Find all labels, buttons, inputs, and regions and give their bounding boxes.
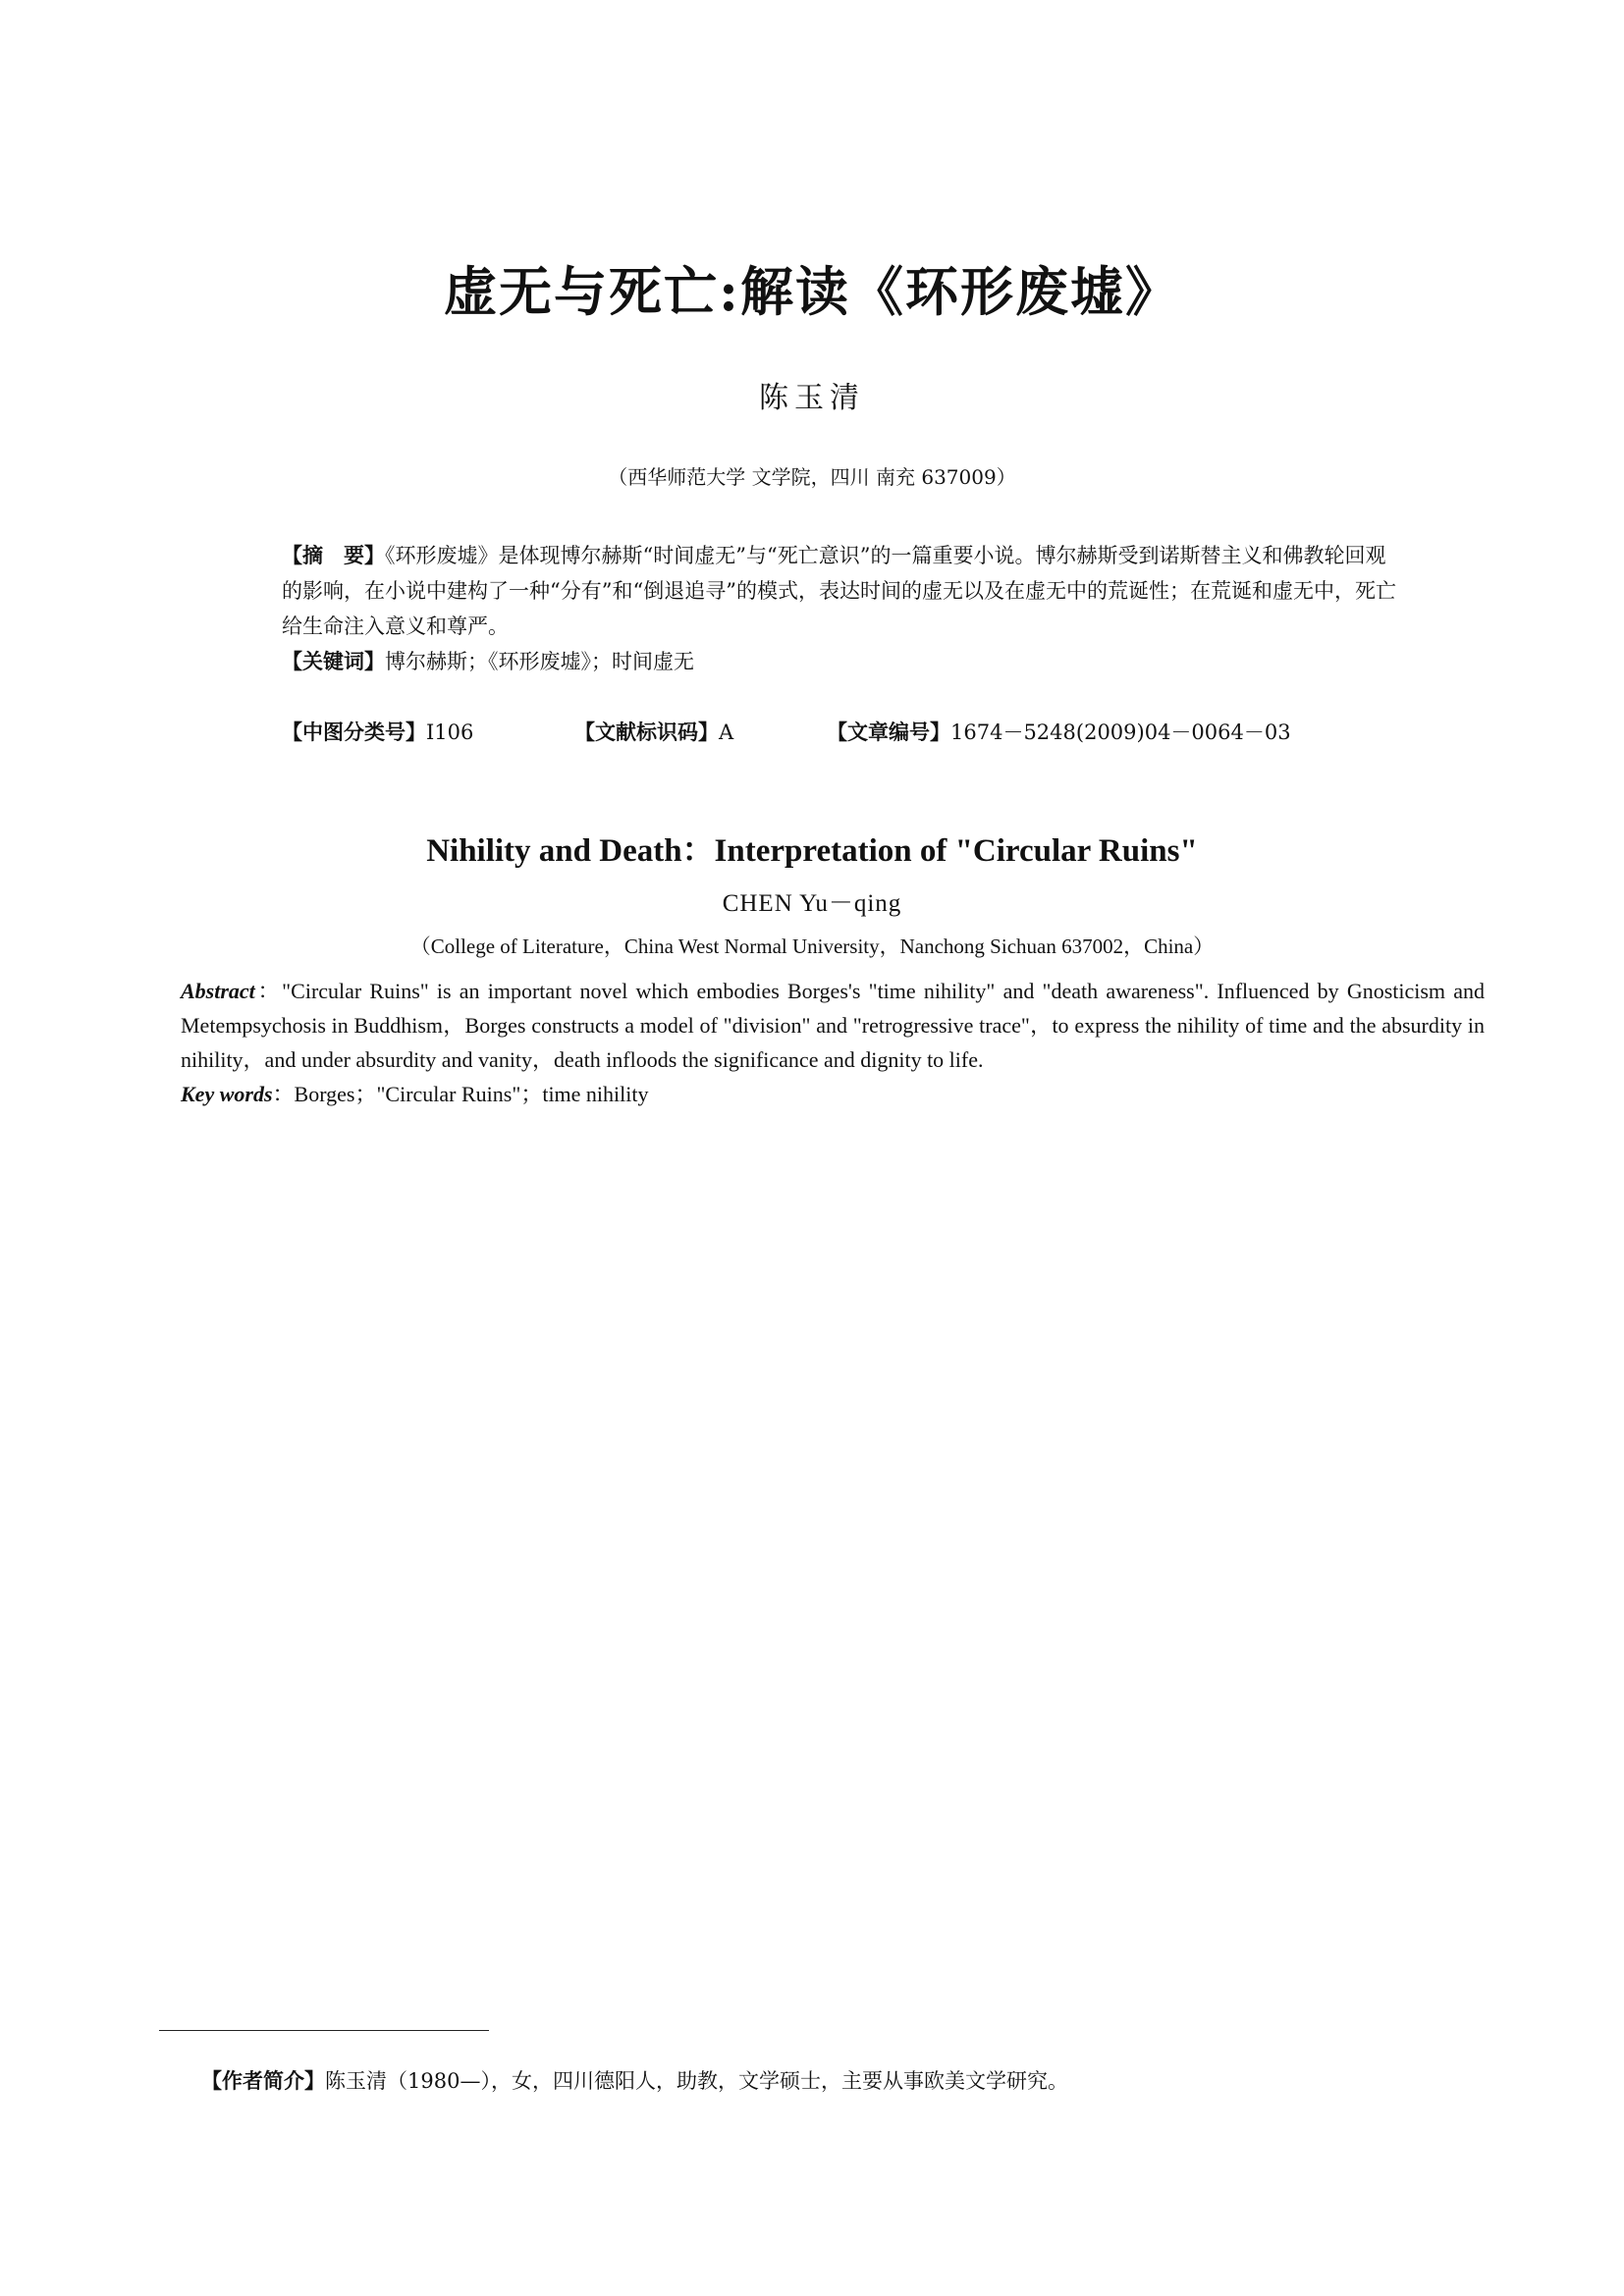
abstract-english-label: Abstract [181,979,255,1003]
footnote-text: 陈玉清（1980—），女，四川德阳人，助教，文学硕士，主要从事欧美文学研究。 [325,2069,1068,2093]
clc-value: I106 [426,721,474,744]
article-number-label: 【文章编号】 [827,721,950,744]
affiliation-english: （College of Literature，China West Normal University，Nanchong Sichuan 637002，China） [409,934,1215,958]
article-number-value: 1674－5248(2009)04－0064－03 [950,721,1291,744]
author-footnote [201,2065,1478,2095]
keywords-chinese-label: 【关键词】 [282,650,385,673]
keywords-chinese [238,644,1396,679]
abstract-english-separator: ： [254,979,283,1003]
keywords-english [159,1077,1485,1111]
abstract-chinese-block [238,538,1396,679]
abstract-chinese [238,538,1396,644]
abstract-english-text: "Circular Ruins" is an important novel which embodies Borges's "time nihility" and "death awareness". Influenced by Gnosticism and Metempsychosis in Buddhism，Borges constructs a model of "division" and "retrogressive trace"，to express the nihility of time and the absurdity in nihility，and under absurdity and vanity，death infloods the significance and dignity to life. [181,979,1485,1072]
affiliation-chinese: （西华师范大学 文学院，四川 南充 637009） [608,465,1016,489]
author-chinese: 陈玉清 [759,381,865,415]
clc-number [282,717,473,746]
document-code-value: A [719,721,734,744]
keywords-english-separator: ： [272,1082,295,1106]
document-code-label: 【文献标识码】 [574,721,719,744]
footnote-divider [159,2030,489,2031]
abstract-english [159,974,1485,1077]
title-english: Nihility and Death：Interpretation of "Circular Ruins" [426,833,1198,869]
clc-label: 【中图分类号】 [282,721,426,744]
abstract-chinese-text: 《环形废墟》是体现博尔赫斯“时间虚无”与“死亡意识”的一篇重要小说。博尔赫斯受到诺斯替主义和佛教轮回观的影响，在小说中建构了一种“分有”和“倒退追寻”的模式，表达时间的虚无以及在虚无中的荒诞性；在荒诞和虚无中，死亡给生命注入意义和尊严。 [282,544,1396,638]
keywords-english-text: Borges；"Circular Ruins"；time nihility [294,1082,649,1106]
keywords-chinese-text: 博尔赫斯；《环形废墟》；时间虚无 [385,650,694,673]
article-number [827,717,1291,746]
footnote-label: 【作者简介】 [201,2069,325,2093]
author-english: CHEN Yu－qing [722,890,902,917]
abstract-chinese-label: 【摘 要】 [282,544,385,567]
abstract-english-block [159,974,1485,1111]
document-code [574,717,733,746]
keywords-english-label: Key words [181,1082,273,1106]
title-chinese: 虚无与死亡:解读《环形废墟》 [444,260,1180,323]
